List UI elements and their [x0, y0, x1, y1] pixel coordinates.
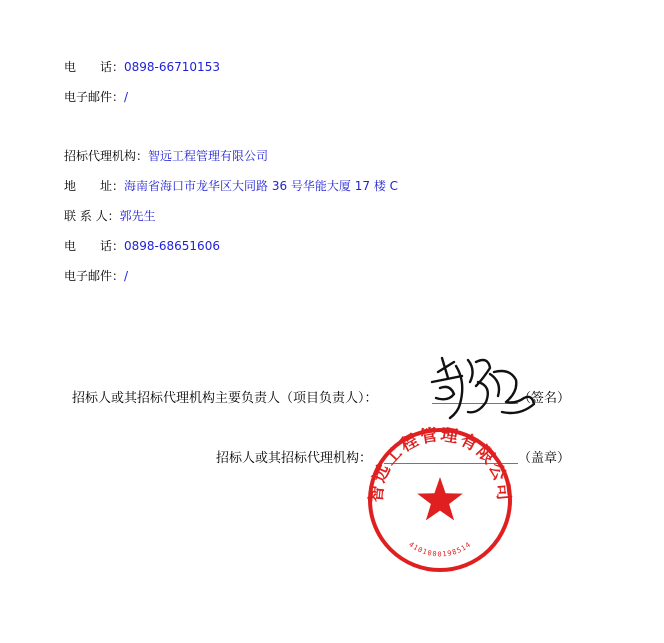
agency-contact-value: 郭先生	[119, 209, 156, 223]
org-seal-label: 招标人或其招标代理机构：	[216, 451, 373, 466]
tenderer-phone-value: 0898-66710153	[124, 60, 220, 74]
company-seal	[365, 425, 515, 575]
tenderer-phone-label: 电 话：	[64, 60, 125, 74]
principal-signature-label: 招标人或其招标代理机构主要负责人（项目负责人）：	[72, 391, 378, 406]
seal-serial: 4101000198514	[407, 540, 473, 559]
agency-name-label: 招标代理机构：	[64, 149, 149, 163]
agency-address-value: 海南省海口市龙华区大同路 36 号华能大厦 17 楼 C	[124, 179, 399, 193]
tenderer-phone-row	[64, 58, 220, 75]
principal-signature-suffix: （签名）	[518, 391, 571, 406]
tenderer-email-row	[64, 88, 128, 105]
agency-email-value: /	[124, 269, 129, 283]
agency-name-value: 智远工程管理有限公司	[148, 149, 269, 163]
agency-contact-row	[64, 207, 156, 224]
seal-star-icon	[417, 477, 463, 520]
agency-email-label: 电子邮件：	[64, 269, 125, 283]
agency-name-row	[64, 147, 268, 164]
tenderer-email-value: /	[124, 90, 129, 104]
seal-ring-text: 智远工程管理有限公司	[366, 425, 514, 504]
handwritten-signature	[420, 352, 540, 424]
agency-phone-value: 0898-68651606	[124, 239, 220, 253]
agency-phone-label: 电 话：	[64, 239, 125, 253]
org-seal-suffix: （盖章）	[518, 451, 571, 466]
agency-contact-label: 联 系 人：	[64, 209, 120, 223]
agency-phone-row	[64, 237, 220, 254]
agency-email-row	[64, 267, 128, 284]
tenderer-email-label: 电子邮件：	[64, 90, 125, 104]
agency-address-row	[64, 177, 398, 194]
svg-text:4101000198514	[407, 540, 473, 558]
agency-address-label: 地 址：	[64, 179, 125, 193]
